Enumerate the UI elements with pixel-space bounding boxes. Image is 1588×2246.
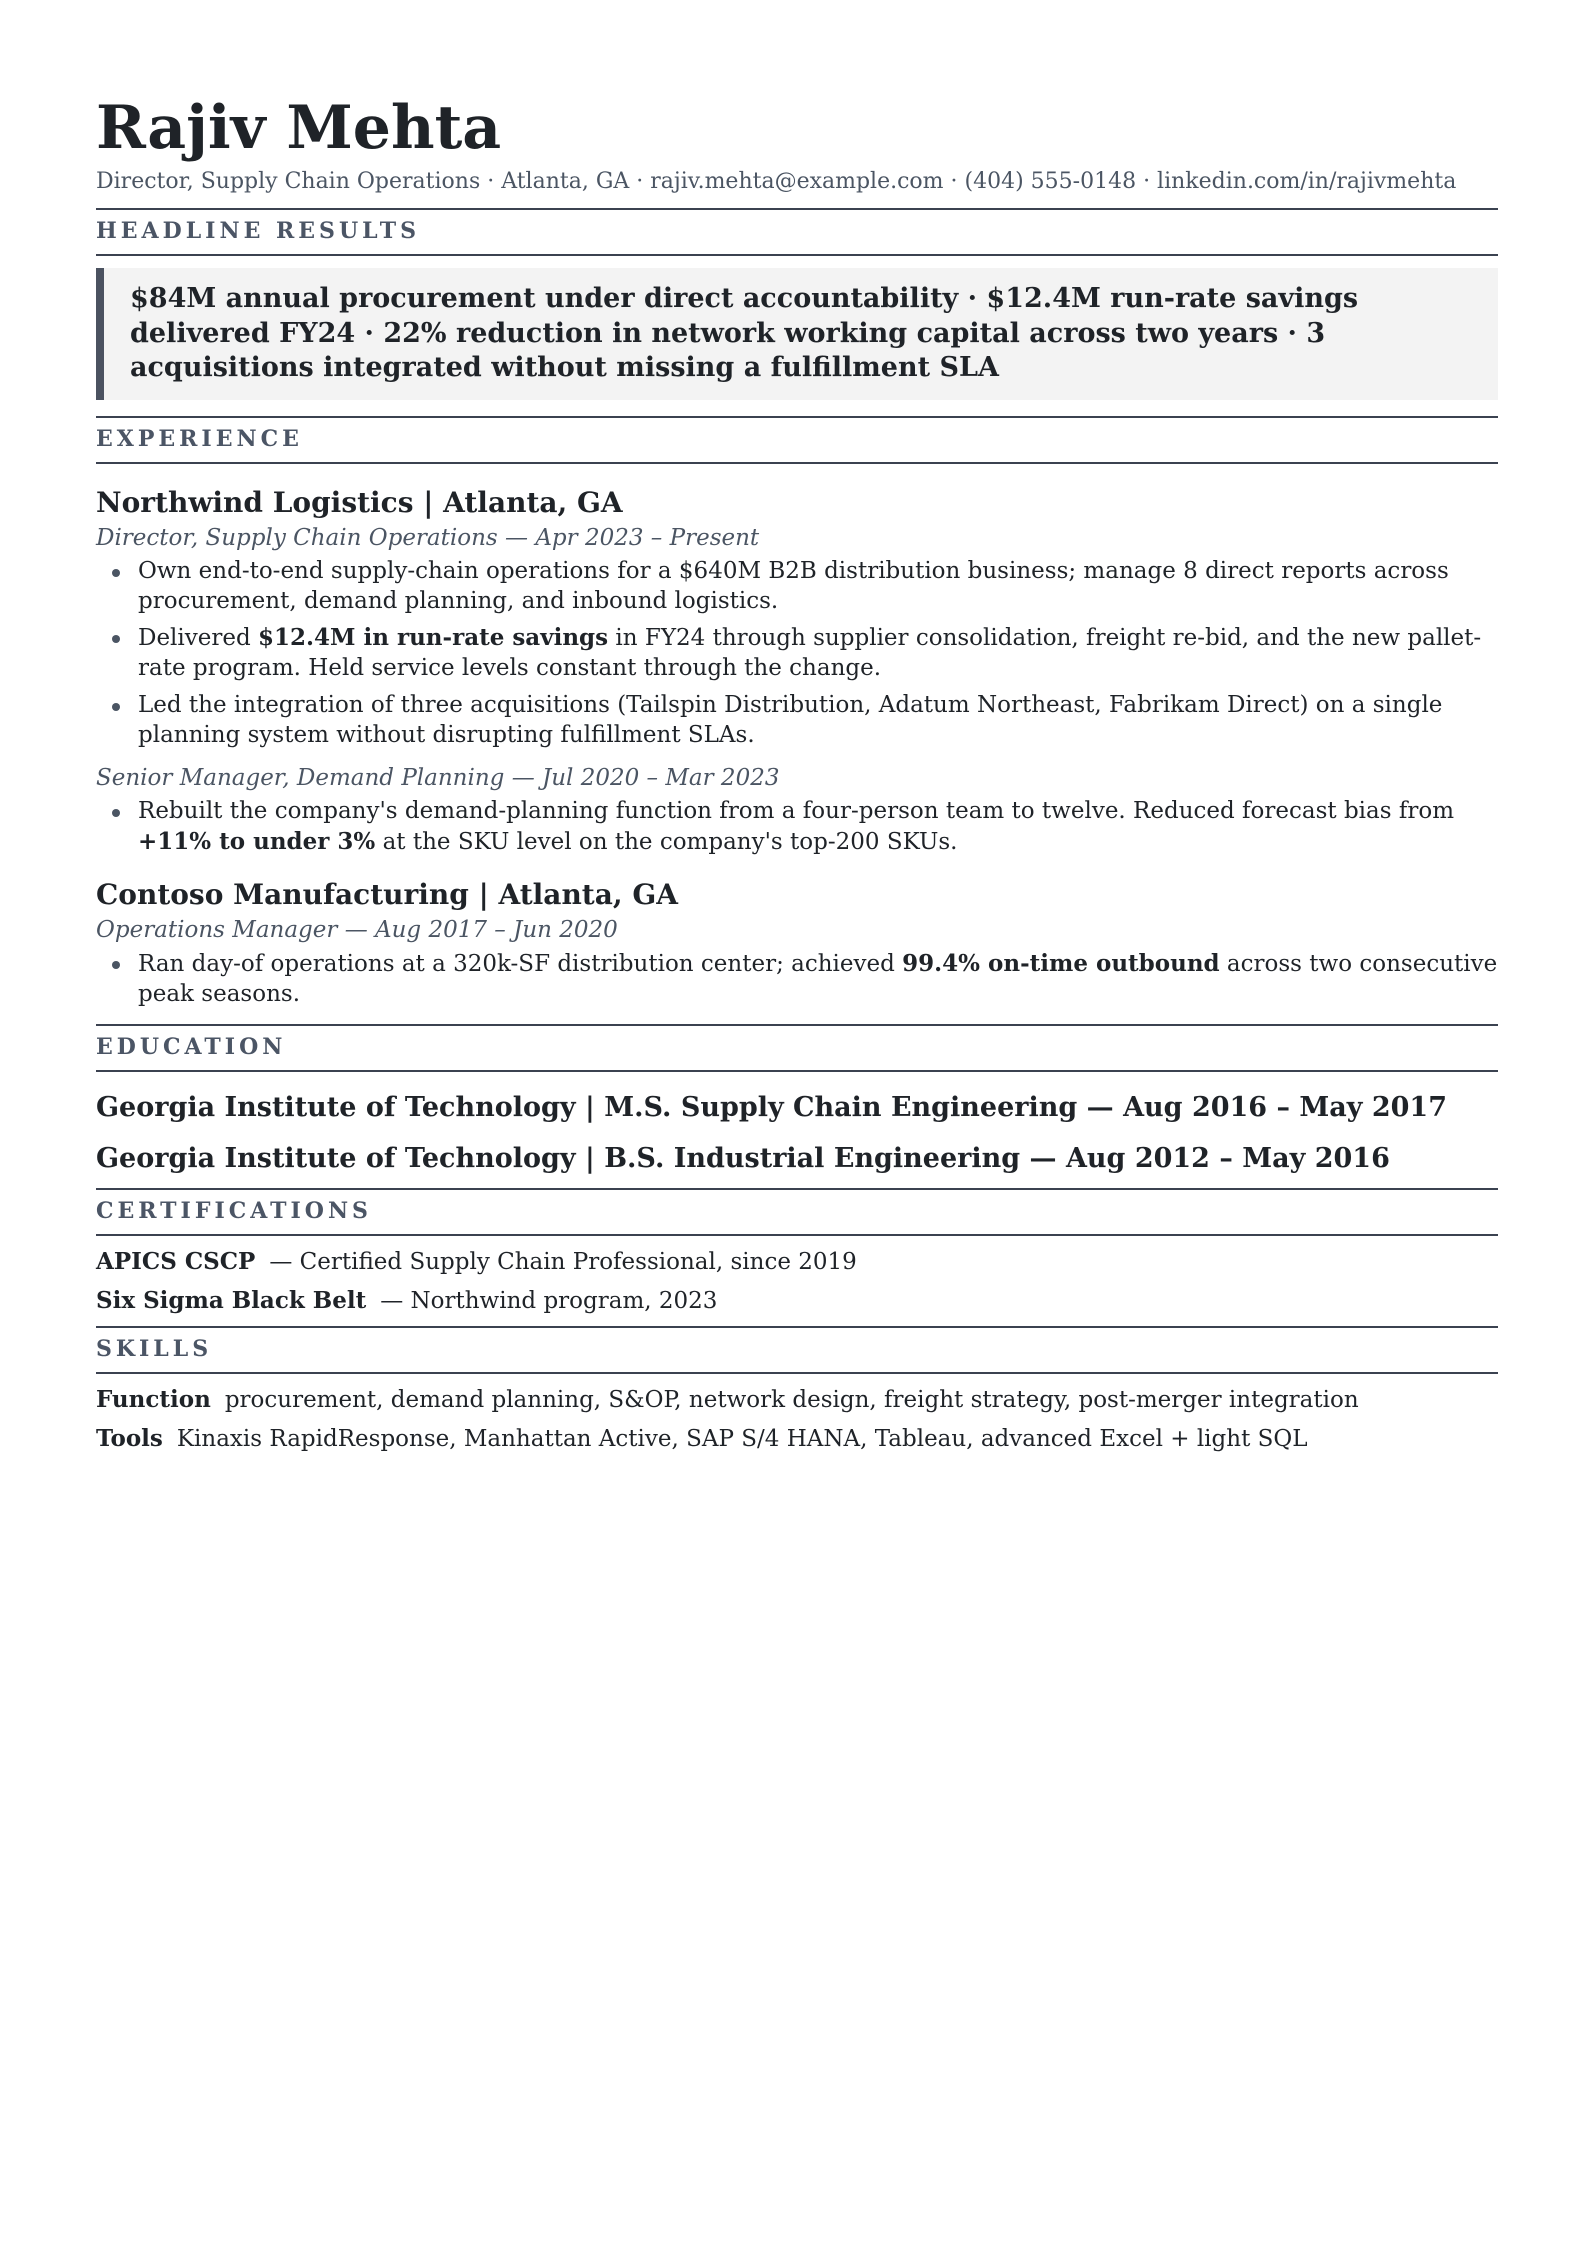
section-header-education: EDUCATION xyxy=(96,1024,1498,1072)
certification-detail: — Northwind program, 2023 xyxy=(380,1287,718,1314)
certification-name: Six Sigma Black Belt xyxy=(96,1286,367,1314)
education-entry-ms: Georgia Institute of Technology | M.S. Supply Chain Engineering — Aug 2016 – May 2017 xyxy=(96,1091,1448,1123)
skill-label: Function xyxy=(96,1385,211,1413)
bullet-list-senior-manager xyxy=(96,797,1498,858)
skill-label: Tools xyxy=(96,1424,163,1452)
candidate-name: Rajiv Mehta xyxy=(96,93,502,163)
company-northwind: Northwind Logistics | Atlanta, GA xyxy=(96,485,623,519)
role-operations-manager: Operations Manager — Aug 2017 – Jun 2020 xyxy=(96,916,618,943)
company-contoso: Contoso Manufacturing | Atlanta, GA xyxy=(96,877,679,911)
skill-row xyxy=(96,1386,1498,1413)
bullet-list-director xyxy=(96,557,1498,751)
contact-line: Director, Supply Chain Operations · Atlanta, GA · rajiv.mehta@example.com · (404) 555-0148 · linkedin.com/in/rajivmehta xyxy=(96,169,1457,194)
skill-row xyxy=(96,1425,1498,1452)
bullet-list-operations-manager xyxy=(96,949,1498,1010)
list-item: Rebuilt the company's demand-planning function from a four-person team to twelve. Reduced forecast bias from +11% to under 3% at the SKU level on the company's top-200 SKUs. xyxy=(138,797,1498,858)
section-header-skills: SKILLS xyxy=(96,1326,1498,1374)
list-item: Delivered $12.4M in run-rate savings in FY24 through supplier consolidation, freight re-bid, and the new pallet-rate program. Held service levels constant through the change. xyxy=(138,623,1498,684)
section-header-headline-results: HEADLINE RESULTS xyxy=(96,208,1498,256)
certification-row xyxy=(96,1248,1498,1275)
role-director-supply-chain: Director, Supply Chain Operations — Apr 2023 – Present xyxy=(96,524,760,551)
section-header-certifications: CERTIFICATIONS xyxy=(96,1188,1498,1236)
list-item: Led the integration of three acquisitions (Tailspin Distribution, Adatum Northeast, Fabrikam Direct) on a single planning system without disrupting fulfillment SLAs. xyxy=(138,691,1498,751)
skill-value: Kinaxis RapidResponse, Manhattan Active, SAP S/4 HANA, Tableau, advanced Excel + light SQL xyxy=(176,1425,1308,1452)
role-senior-manager-demand-planning: Senior Manager, Demand Planning — Jul 2020 – Mar 2023 xyxy=(96,764,780,791)
section-header-experience: EXPERIENCE xyxy=(96,416,1498,464)
skill-value: procurement, demand planning, S&OP, network design, freight strategy, post-merger integration xyxy=(224,1386,1359,1413)
list-item: Own end-to-end supply-chain operations for a $640M B2B distribution business; manage 8 direct reports across procurement, demand planning, and inbound logistics. xyxy=(138,557,1498,617)
certification-name: APICS CSCP xyxy=(96,1247,256,1275)
education-entry-bs: Georgia Institute of Technology | B.S. Industrial Engineering — Aug 2012 – May 2016 xyxy=(96,1142,1390,1174)
certification-row xyxy=(96,1287,1498,1314)
headline-results-callout: $84M annual procurement under direct accountability · $12.4M run-rate savings delivered FY24 · 22% reduction in network working capital across two years · 3 acquisitions integrated without missing a fulfillment SLA xyxy=(96,268,1498,400)
certification-detail: — Certified Supply Chain Professional, since 2019 xyxy=(269,1248,857,1275)
list-item: Ran day-of operations at a 320k-SF distribution center; achieved 99.4% on-time outbound across two consecutive peak seasons. xyxy=(138,949,1498,1010)
